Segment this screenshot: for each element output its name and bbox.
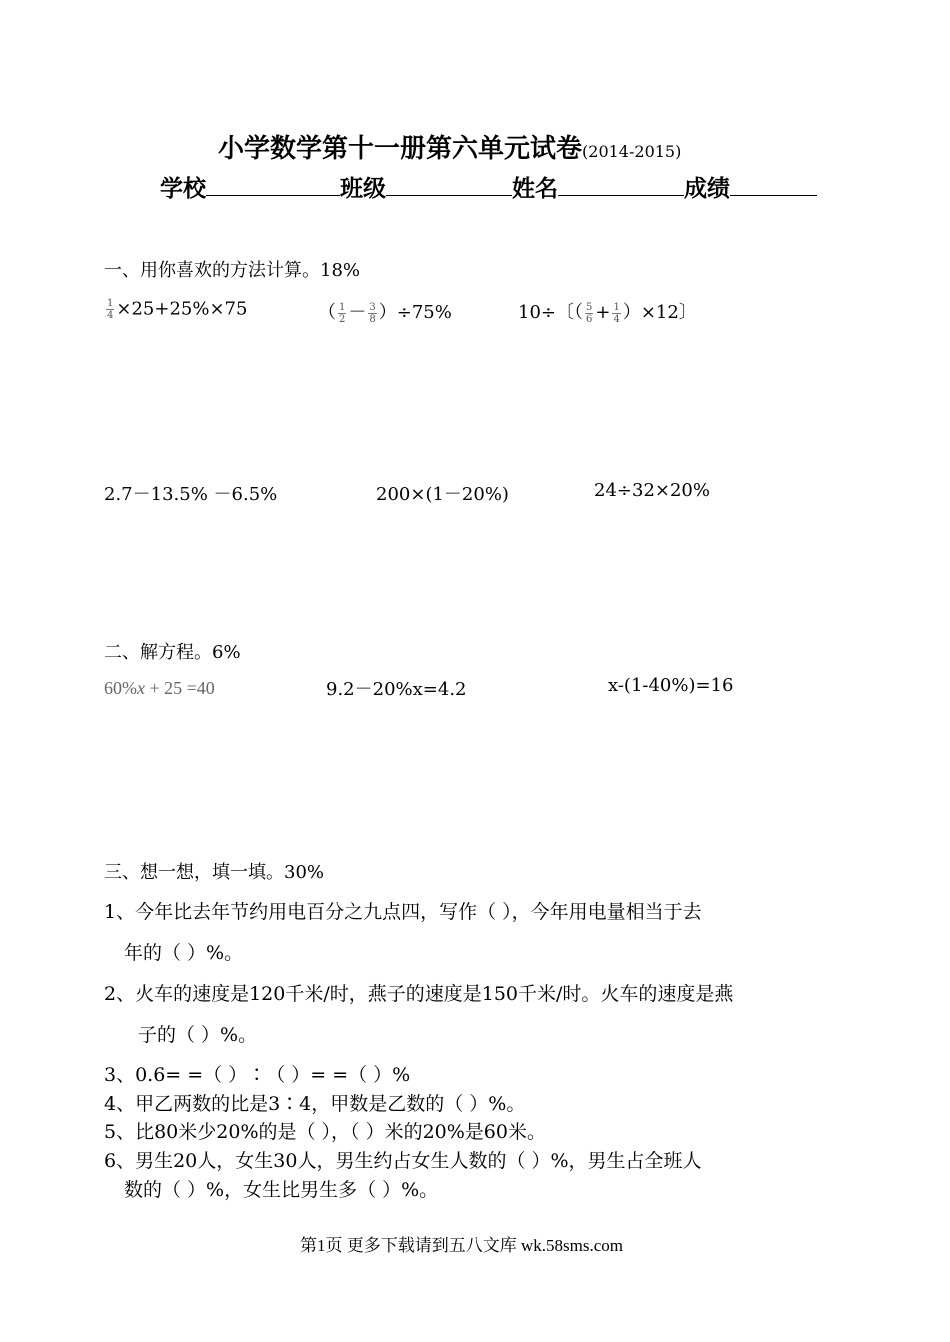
equation-2: 9.2－20%x=4.2 bbox=[326, 679, 467, 700]
school-label: 学校 bbox=[160, 175, 206, 202]
calc-problem-4: 2.7－13.5% －6.5% bbox=[104, 484, 278, 505]
score-label: 成绩 bbox=[684, 175, 730, 202]
fill-line-5: 5、比80米少20%的是（ ），（ ）米的20%是60米。 bbox=[104, 1121, 546, 1143]
class-blank[interactable] bbox=[386, 173, 512, 196]
fill-line-1: 1、今年比去年节约用电百分之九点四，写作（ ），今年用电量相当于去 bbox=[104, 901, 702, 923]
school-blank[interactable] bbox=[206, 173, 340, 196]
section3-heading: 三、想一想，填一填。30% bbox=[104, 862, 325, 883]
fill-line-1b: 年的（ ）%。 bbox=[124, 942, 244, 964]
equation-1: 60%x + 25 =40 bbox=[104, 678, 215, 698]
calc-problem-1: $\frac{1}{4}$ ×25+25%×75 bbox=[107, 298, 248, 321]
page-title bbox=[218, 128, 681, 165]
fraction: $\frac{3}{8}$ bbox=[369, 301, 376, 325]
fill-line-4: 4、甲乙两数的比是3∶4，甲数是乙数的（ ）%。 bbox=[104, 1093, 526, 1115]
section2-heading: 二、解方程。6% bbox=[104, 642, 241, 663]
equation-3: x-(1-40%)=16 bbox=[608, 675, 734, 696]
page-footer: 第1页 更多下载请到五八文库 wk.58sms.com bbox=[300, 1236, 623, 1255]
fill-line-6: 6、男生20人，女生30人，男生约占女生人数的（ ）%，男生占全班人 bbox=[104, 1150, 702, 1172]
score-blank[interactable] bbox=[730, 173, 817, 196]
title-year: (2014-2015) bbox=[582, 142, 682, 161]
class-label: 班级 bbox=[340, 175, 386, 202]
name-label: 姓名 bbox=[512, 175, 558, 202]
calc-problem-5: 200×(1－20%) bbox=[376, 484, 509, 505]
fill-line-3: 3、0.6= =（ ）∶（ ）= =（ ）% bbox=[104, 1064, 411, 1086]
calc-problem-6: 24÷32×20% bbox=[594, 480, 710, 501]
fraction: $\frac{1}{4}$ bbox=[613, 301, 620, 325]
fraction: $\frac{5}{6}$ bbox=[586, 301, 593, 325]
fill-line-2: 2、火车的速度是120千米/时，燕子的速度是150千米/时。火车的速度是燕 bbox=[104, 983, 734, 1005]
calc-problem-2: （ $\frac{1}{2}$ － $\frac{3}{8}$ ）÷75% bbox=[318, 301, 452, 325]
calc-problem-3: 10÷〔（ $\frac{5}{6}$ + $\frac{1}{4}$ ）×12〕 bbox=[518, 301, 697, 325]
header-fields bbox=[160, 170, 817, 203]
fill-line-2b: 子的（ ）%。 bbox=[138, 1024, 258, 1046]
name-blank[interactable] bbox=[558, 173, 684, 196]
fraction: $\frac{1}{2}$ bbox=[339, 301, 346, 325]
fill-line-6b: 数的（ ）%，女生比男生多（ ）%。 bbox=[124, 1179, 439, 1201]
section1-heading: 一、用你喜欢的方法计算。18% bbox=[104, 260, 361, 281]
title-main: 小学数学第十一册第六单元试卷 bbox=[218, 134, 583, 164]
fraction: $\frac{1}{4}$ bbox=[107, 298, 114, 321]
